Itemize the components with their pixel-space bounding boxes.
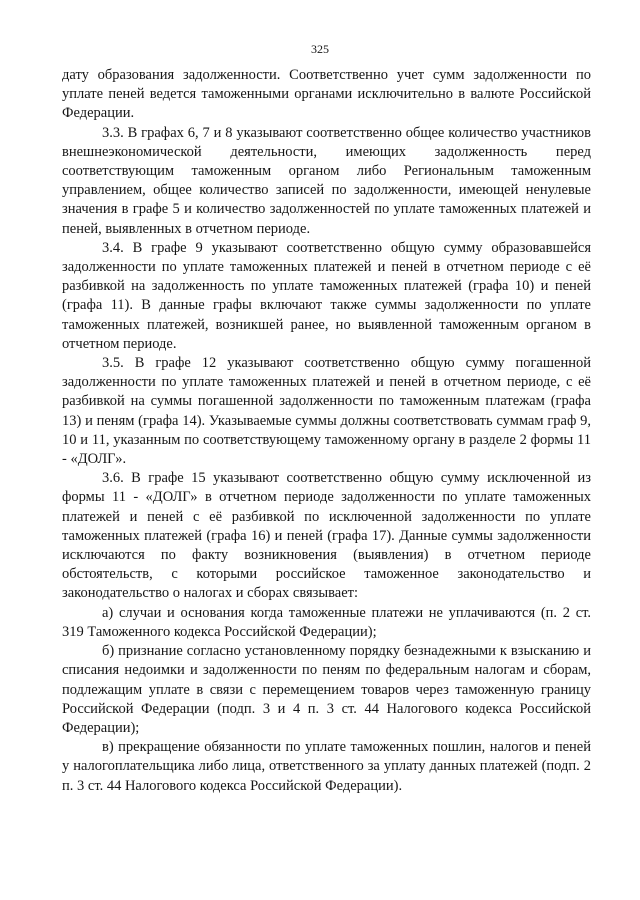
paragraph-3-3: 3.3. В графах 6, 7 и 8 указывают соответственно общее количество участников внешнеэкономической деятельности, имеющих задолженность перед соответствующим таможенным органом либо Региональным таможенным управлением, общее количество записей по задолженности, имеющей ненулевые значения в графе 5 и количество задолженностей по уплате таможенных платежей и пеней, выявленных в отчетном периоде. [62,124,591,237]
list-item-b: б) признание согласно установленному порядку безнадежными к взысканию и списания недоимки и задолженности по пеням по федеральным налогам и сборам, подлежащим уплате в связи с перемещением товаров через таможенную границу Российской Федерации (подп. 3 и 4 п. 3 ст. 44 Налогового кодекса Российской Федерации); [62,643,591,736]
page-number: 325 [311,42,329,56]
paragraph-3-5: 3.5. В графе 12 указывают соответственно общую сумму погашенной задолженности по уплате таможенных платежей и пеней в отчетном периоде, с её разбивкой на суммы погашенной задолженности по таможенным платежам (графа 13) и пеням (графа 14). Указываемые суммы должны соответствовать суммам граф 9, 10 и 11, указанным по соответствующему таможенному органу в разделе 2 формы 11 - «ДОЛГ». [62,355,591,468]
paragraph-3-6: 3.6. В графе 15 указывают соответственно общую сумму исключенной из формы 11 - «ДОЛГ» в отчетном периоде задолженности по уплате таможенных платежей и пеней с её разбивкой по исключенной задолженности по уплате таможенных платежей (графа 16) и пеней (графа 17). Данные суммы задолженности исключаются по факту возникновения (выявления) в отчетном периоде обстоятельств, с которыми российское таможенное законодательство и законодательство о налогах и сборах связывает: [62,470,591,602]
list-item-a: а) случаи и основания когда таможенные платежи не уплачиваются (п. 2 ст. 319 Таможенного кодекса Российской Федерации); [62,604,591,640]
paragraph-continuation: дату образования задолженности. Соответственно учет сумм задолженности по уплате пеней ведется таможенными органами исключительно в валюте Российской Федерации. [62,67,591,122]
paragraph-3-4: 3.4. В графе 9 указывают соответственно общую сумму образовавшейся задолженности по уплате таможенных платежей и пеней в отчетном периоде с её разбивкой на задолженность по уплате таможенных платежей (графа 10) и пеней (графа 11). В данные графы включают также суммы задолженности по уплате таможенных платежей, возникшей ранее, но выявленной таможенным органом в отчетном периоде. [62,239,591,352]
document-body [62,66,591,796]
list-item-c: в) прекращение обязанности по уплате таможенных пошлин, налогов и пеней у налогоплательщика либо лица, ответственного за уплату данных платежей (подп. 2 п. 3 ст. 44 Налогового кодекса Российской Федерации). [62,739,591,794]
